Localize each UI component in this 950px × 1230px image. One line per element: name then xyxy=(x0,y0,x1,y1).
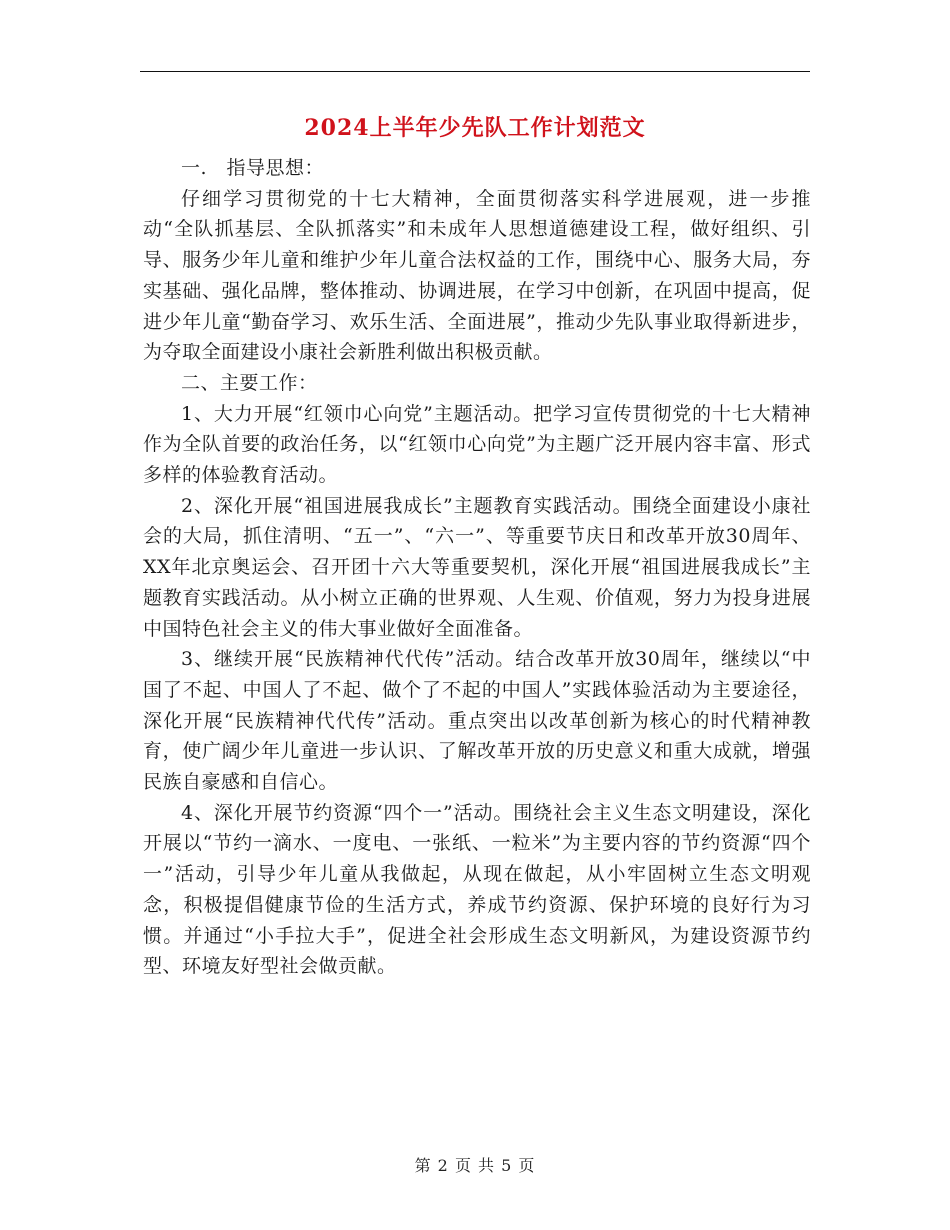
section-heading-main-work: 二、主要工作： xyxy=(181,371,318,394)
page-number-footer: 第 2 页 共 5 页 xyxy=(414,1156,536,1175)
work-item-1: 1、大力开展“红领巾心向党”主题活动。把学习宣传贯彻党的十七大精神作为全队首要的政治任务，以“红领巾心向党”为主题广泛开展内容丰富、形式多样的体验教育活动。 xyxy=(143,402,811,487)
guiding-ideology-paragraph: 仔细学习贯彻党的十七大精神，全面贯彻落实科学进展观，进一步推动“全队抓基层、全队抓落实”和未成年人思想道德建设工程，做好组织、引导、服务少年儿童和维护少年儿童合法权益的工作，围绕中心、服务大局，夯实基础、强化品牌，整体推动、协调进展，在学习中创新，在巩固中提高，促进少年儿童“勤奋学习、欢乐生活、全面进展”，推动少先队事业取得新进步，为夺取全面建设小康社会新胜利做出积极贡献。 xyxy=(143,187,811,364)
header-rule xyxy=(140,71,810,72)
work-item-4: 4、深化开展节约资源“四个一”活动。围绕社会主义生态文明建设，深化开展以“节约一滴水、一度电、一张纸、一粒米”为主要内容的节约资源“四个一”活动，引导少年儿童从我做起，从现在做起，从小牢固树立生态文明观念，积极提倡健康节俭的生活方式，养成节约资源、保护环境的良好行为习惯。并通过“小手拉大手”，促进全社会形成生态文明新风，为建设资源节约型、环境友好型社会做贡献。 xyxy=(143,801,811,978)
section-heading-guiding-ideology: 一. 指导思想： xyxy=(181,157,325,179)
document-title: 2024上半年少先队工作计划范文 xyxy=(304,115,646,141)
work-item-2: 2、深化开展“祖国进展我成长”主题教育实践活动。围绕全面建设小康社会的大局，抓住清明、“五一”、“六一”、等重要节庆日和改革开放30周年、XX年北京奥运会、召开团十六大等重要契机，深化开展“祖国进展我成长”主题教育实践活动。从小树立正确的世界观、人生观、价值观，努力为投身进展中国特色社会主义的伟大事业做好全面准备。 xyxy=(143,494,811,640)
document-body xyxy=(143,153,811,982)
work-item-3: 3、继续开展“民族精神代代传”活动。结合改革开放30周年，继续以“中国了不起、中国人了不起、做个了不起的中国人”实践体验活动为主要途径，深化开展“民族精神代代传”活动。重点突出以改革创新为核心的时代精神教育，使广阔少年儿童进一步认识、了解改革开放的历史意义和重大成就，增强民族自豪感和自信心。 xyxy=(143,648,811,794)
